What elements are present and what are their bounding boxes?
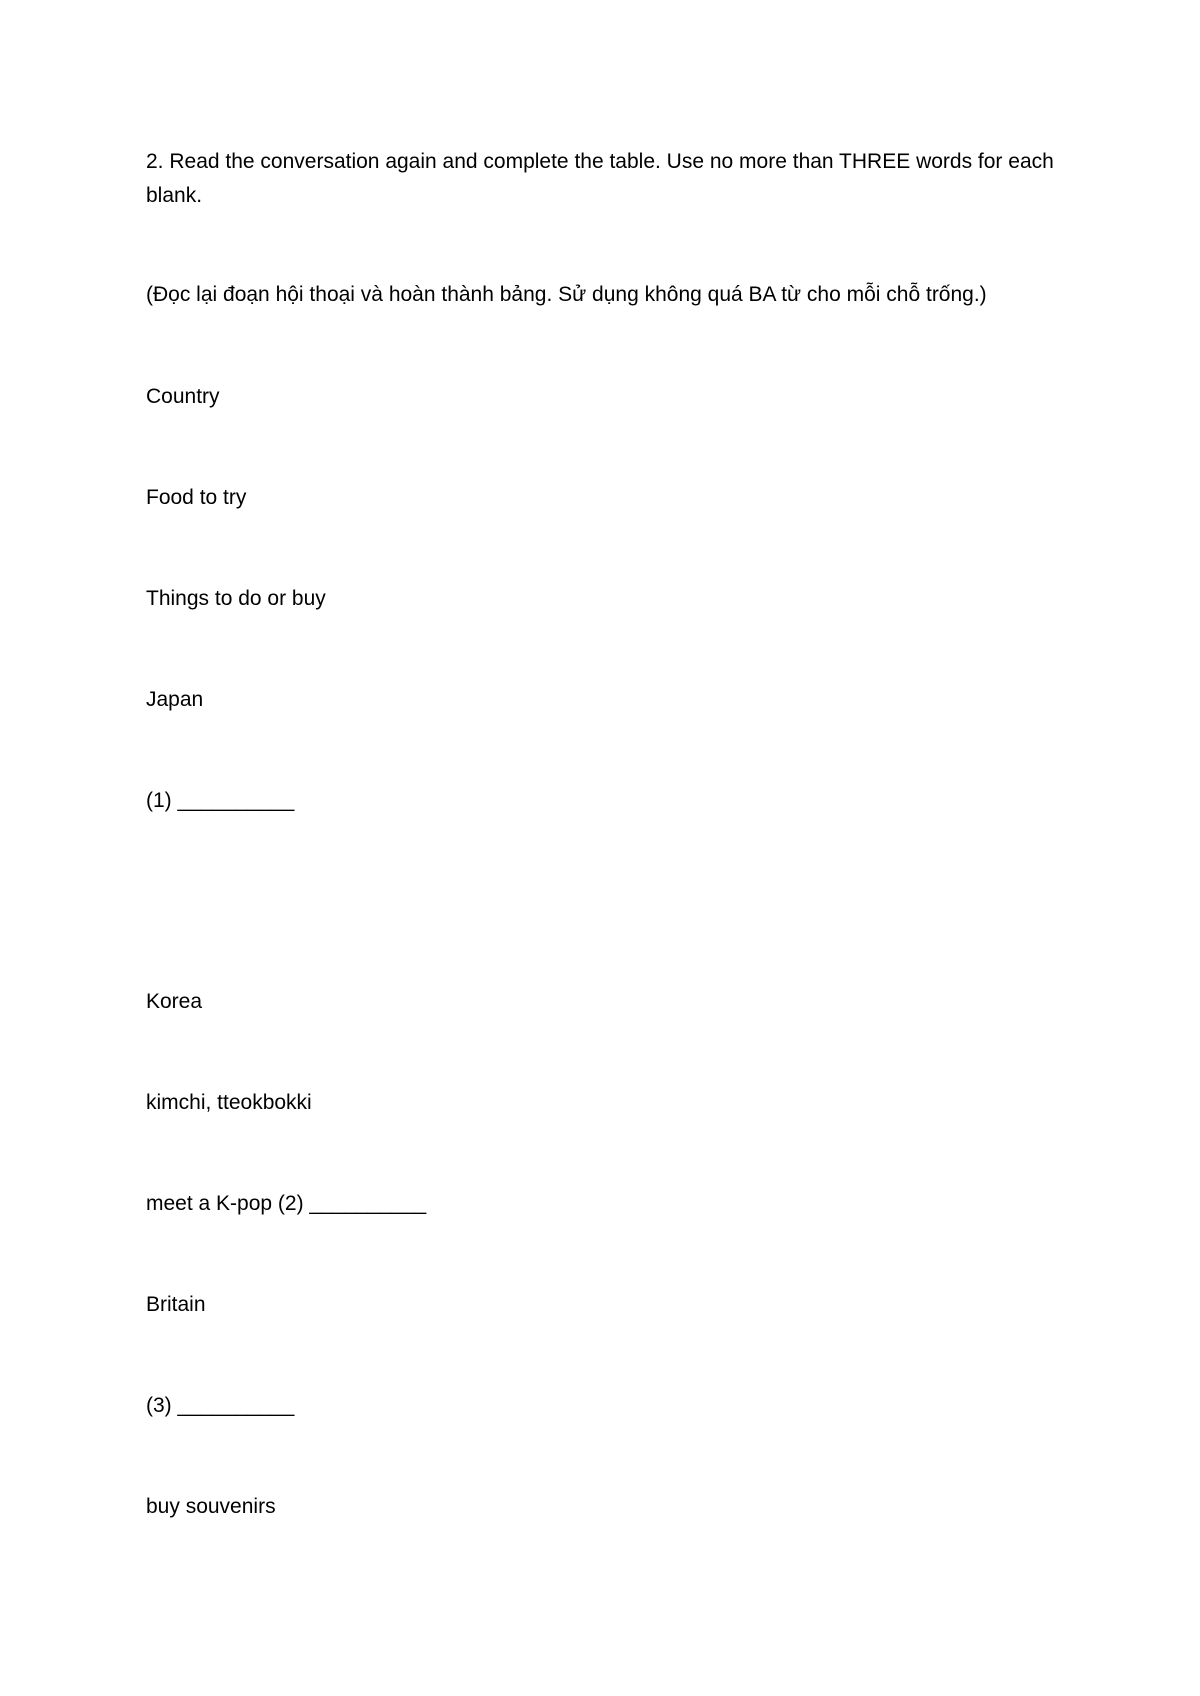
row-britain-food-blank: (3) __________	[146, 1394, 295, 1417]
exercise-instruction: 2. Read the conversation again and complete the table. Use no more than THREE words for each blank.	[146, 150, 1054, 207]
row-korea-food: kimchi, tteokbokki	[146, 1091, 312, 1114]
row-japan-country: Japan	[146, 688, 204, 711]
header-food-to-try: Food to try	[146, 486, 247, 509]
header-country: Country	[146, 385, 220, 408]
row-britain-country: Britain	[146, 1293, 206, 1316]
row-japan-food-blank: (1) __________	[146, 789, 295, 812]
header-things-to-do: Things to do or buy	[146, 587, 326, 610]
instruction-translation: (Đọc lại đoạn hội thoại và hoàn thành bảng. Sử dụng không quá BA từ cho mỗi chỗ trống.)	[146, 283, 987, 306]
row-korea-country: Korea	[146, 990, 203, 1013]
row-britain-things: buy souvenirs	[146, 1495, 276, 1518]
row-korea-things-blank: meet a K-pop (2) __________	[146, 1192, 427, 1215]
